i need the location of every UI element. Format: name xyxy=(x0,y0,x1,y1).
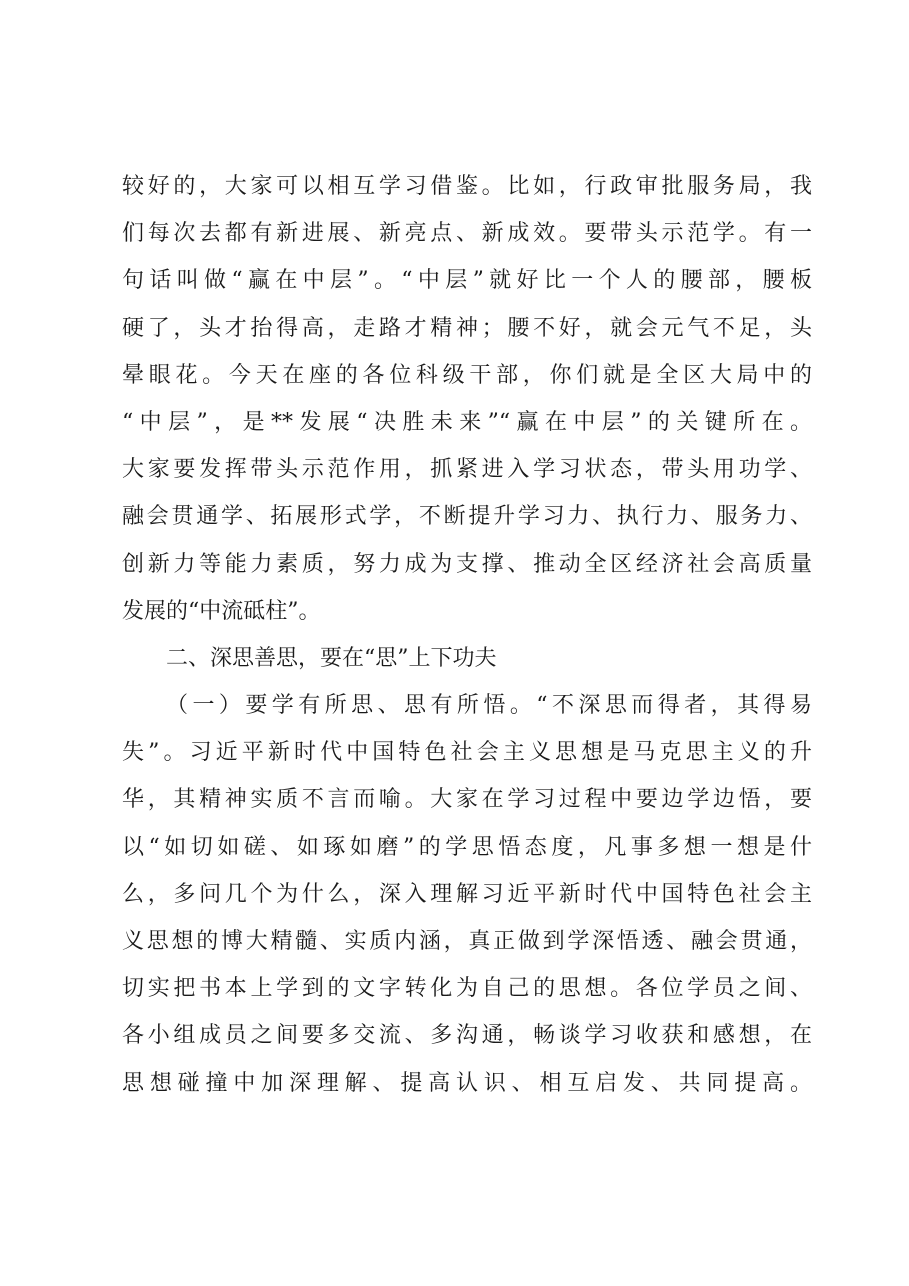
body-line: 切实把书本上学到的文字转化为自己的思想。各位学员之间、 xyxy=(122,976,812,1002)
body-line: 华，其精神实质不言而喻。大家在学习过程中要边学边悟，要 xyxy=(122,787,812,813)
body-line: 创新力等能力素质，努力成为支撑、推动全区经济社会高质量 xyxy=(122,551,812,577)
paragraph-last-line: 发展的“中流砥柱”。 xyxy=(122,598,321,624)
document-body xyxy=(122,163,812,1107)
subsection-heading-line: （一）要学有所思、思有所悟。“不深思而得者，其得易 xyxy=(166,693,812,719)
body-line: 失”。习近平新时代中国特色社会主义思想是马克思主义的升 xyxy=(122,740,812,766)
body-line: 大家要发挥带头示范作用，抓紧进入学习状态，带头用功学、 xyxy=(122,457,812,483)
body-line: 硬了，头才抬得高，走路才精神；腰不好，就会元气不足，头 xyxy=(122,315,812,341)
body-line: 晕眼花。今天在座的各位科级干部，你们就是全区大局中的 xyxy=(122,362,812,388)
body-line: 较好的，大家可以相互学习借鉴。比如，行政审批服务局，我 xyxy=(122,174,812,199)
body-line: 各小组成员之间要多交流、多沟通，畅谈学习收获和感想，在 xyxy=(122,1023,812,1049)
section-heading: 二、深思善思，要在“思”上下功夫 xyxy=(166,645,497,671)
body-line: 融会贯通学、拓展形式学，不断提升学习力、执行力、服务力、 xyxy=(122,504,812,530)
body-line: 思想碰撞中加深理解、提高认识、相互启发、共同提高。 xyxy=(122,1070,812,1096)
body-line: 们每次去都有新进展、新亮点、新成效。要带头示范学。有一 xyxy=(122,221,812,247)
body-line: 句话叫做“赢在中层”。“中层”就好比一个人的腰部，腰板 xyxy=(122,268,812,294)
body-line: “中层”，是**发展“决胜未来”“赢在中层”的关键所在。 xyxy=(122,409,812,435)
body-line: 义思想的博大精髓、实质内涵，真正做到学深悟透、融会贯通， xyxy=(122,929,812,954)
body-line: 么，多问几个为什么，深入理解习近平新时代中国特色社会主 xyxy=(122,881,812,907)
body-line: 以“如切如磋、如琢如磨”的学思悟态度，凡事多想一想是什 xyxy=(122,834,812,860)
